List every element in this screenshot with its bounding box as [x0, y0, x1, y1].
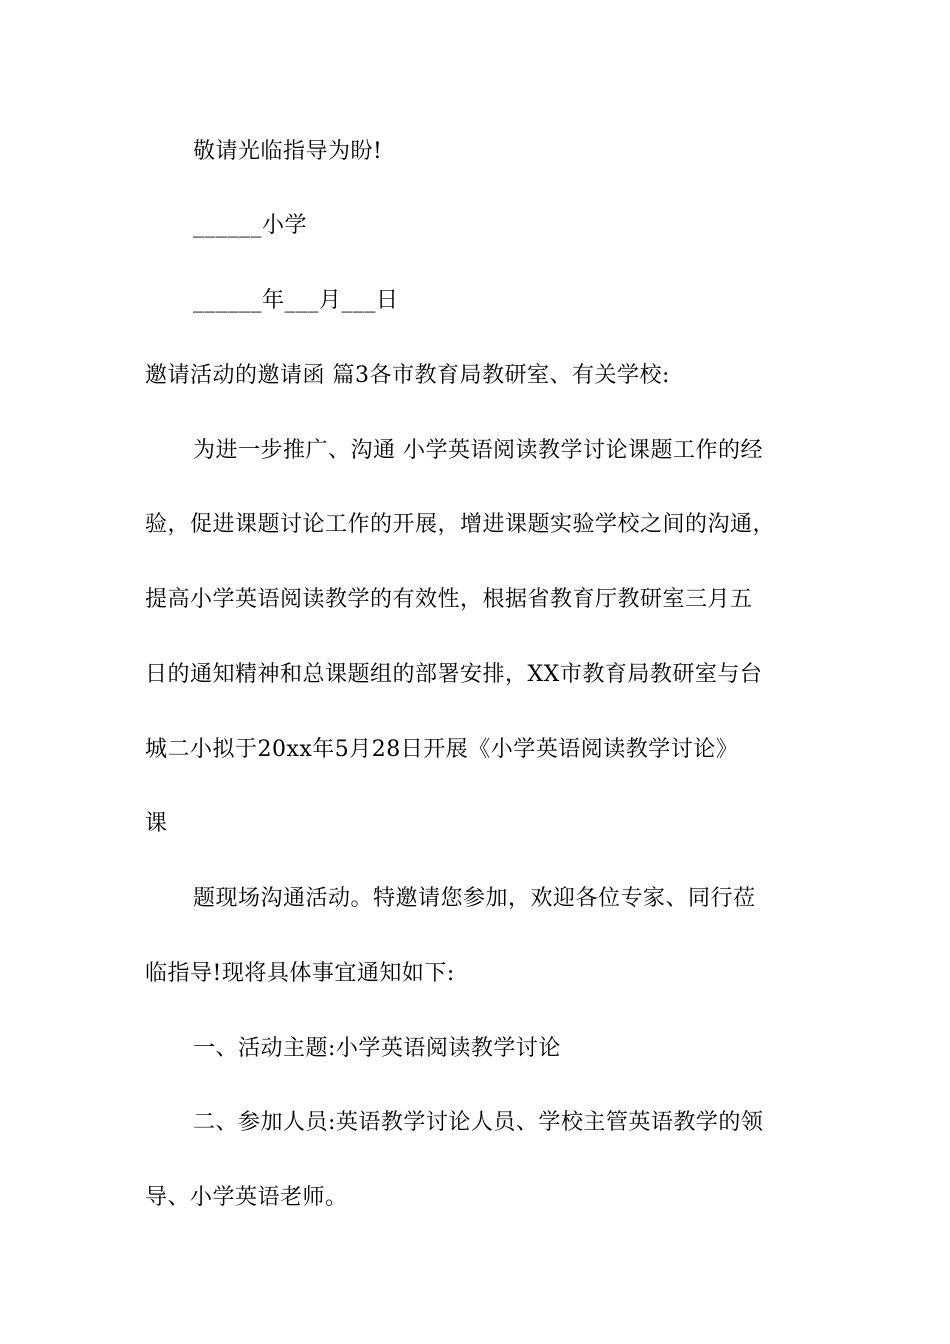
section-heading: 邀请活动的邀请函 篇3各市教育局教研室、有关学校:: [145, 363, 670, 388]
paragraph-line: 课: [145, 811, 168, 836]
paragraph-line: 日的通知精神和总课题组的部署安排，XX市教育局教研室与台: [145, 662, 763, 687]
paragraph-line: 临指导!现将具体事宜通知如下:: [145, 961, 455, 986]
paragraph-line: 提高小学英语阅读教学的有效性，根据省教育厅教研室三月五: [145, 587, 753, 612]
school-signature-line: ______小学: [193, 213, 308, 238]
paragraph-line: 验，促进课题讨论工作的开展，增进课题实验学校之间的沟通，: [145, 512, 776, 537]
closing-line: 敬请光临指导为盼!: [193, 139, 383, 164]
participants-item: 二、参加人员:英语教学讨论人员、学校主管英语教学的领: [193, 1110, 764, 1135]
paragraph-line: 题现场沟通活动。特邀请您参加，欢迎各位专家、同行莅: [193, 886, 756, 911]
paragraph-line: 为进一步推广、沟通 小学英语阅读教学讨论课题工作的经: [193, 438, 763, 463]
activity-theme-item: 一、活动主题:小学英语阅读教学讨论: [193, 1036, 561, 1061]
date-line: ______年___月___日: [193, 288, 399, 313]
paragraph-line: 城二小拟于20xx年5月28日开展《小学英语阅读教学讨论》: [145, 737, 739, 762]
participants-item-continued: 导、小学英语老师。: [145, 1185, 348, 1210]
